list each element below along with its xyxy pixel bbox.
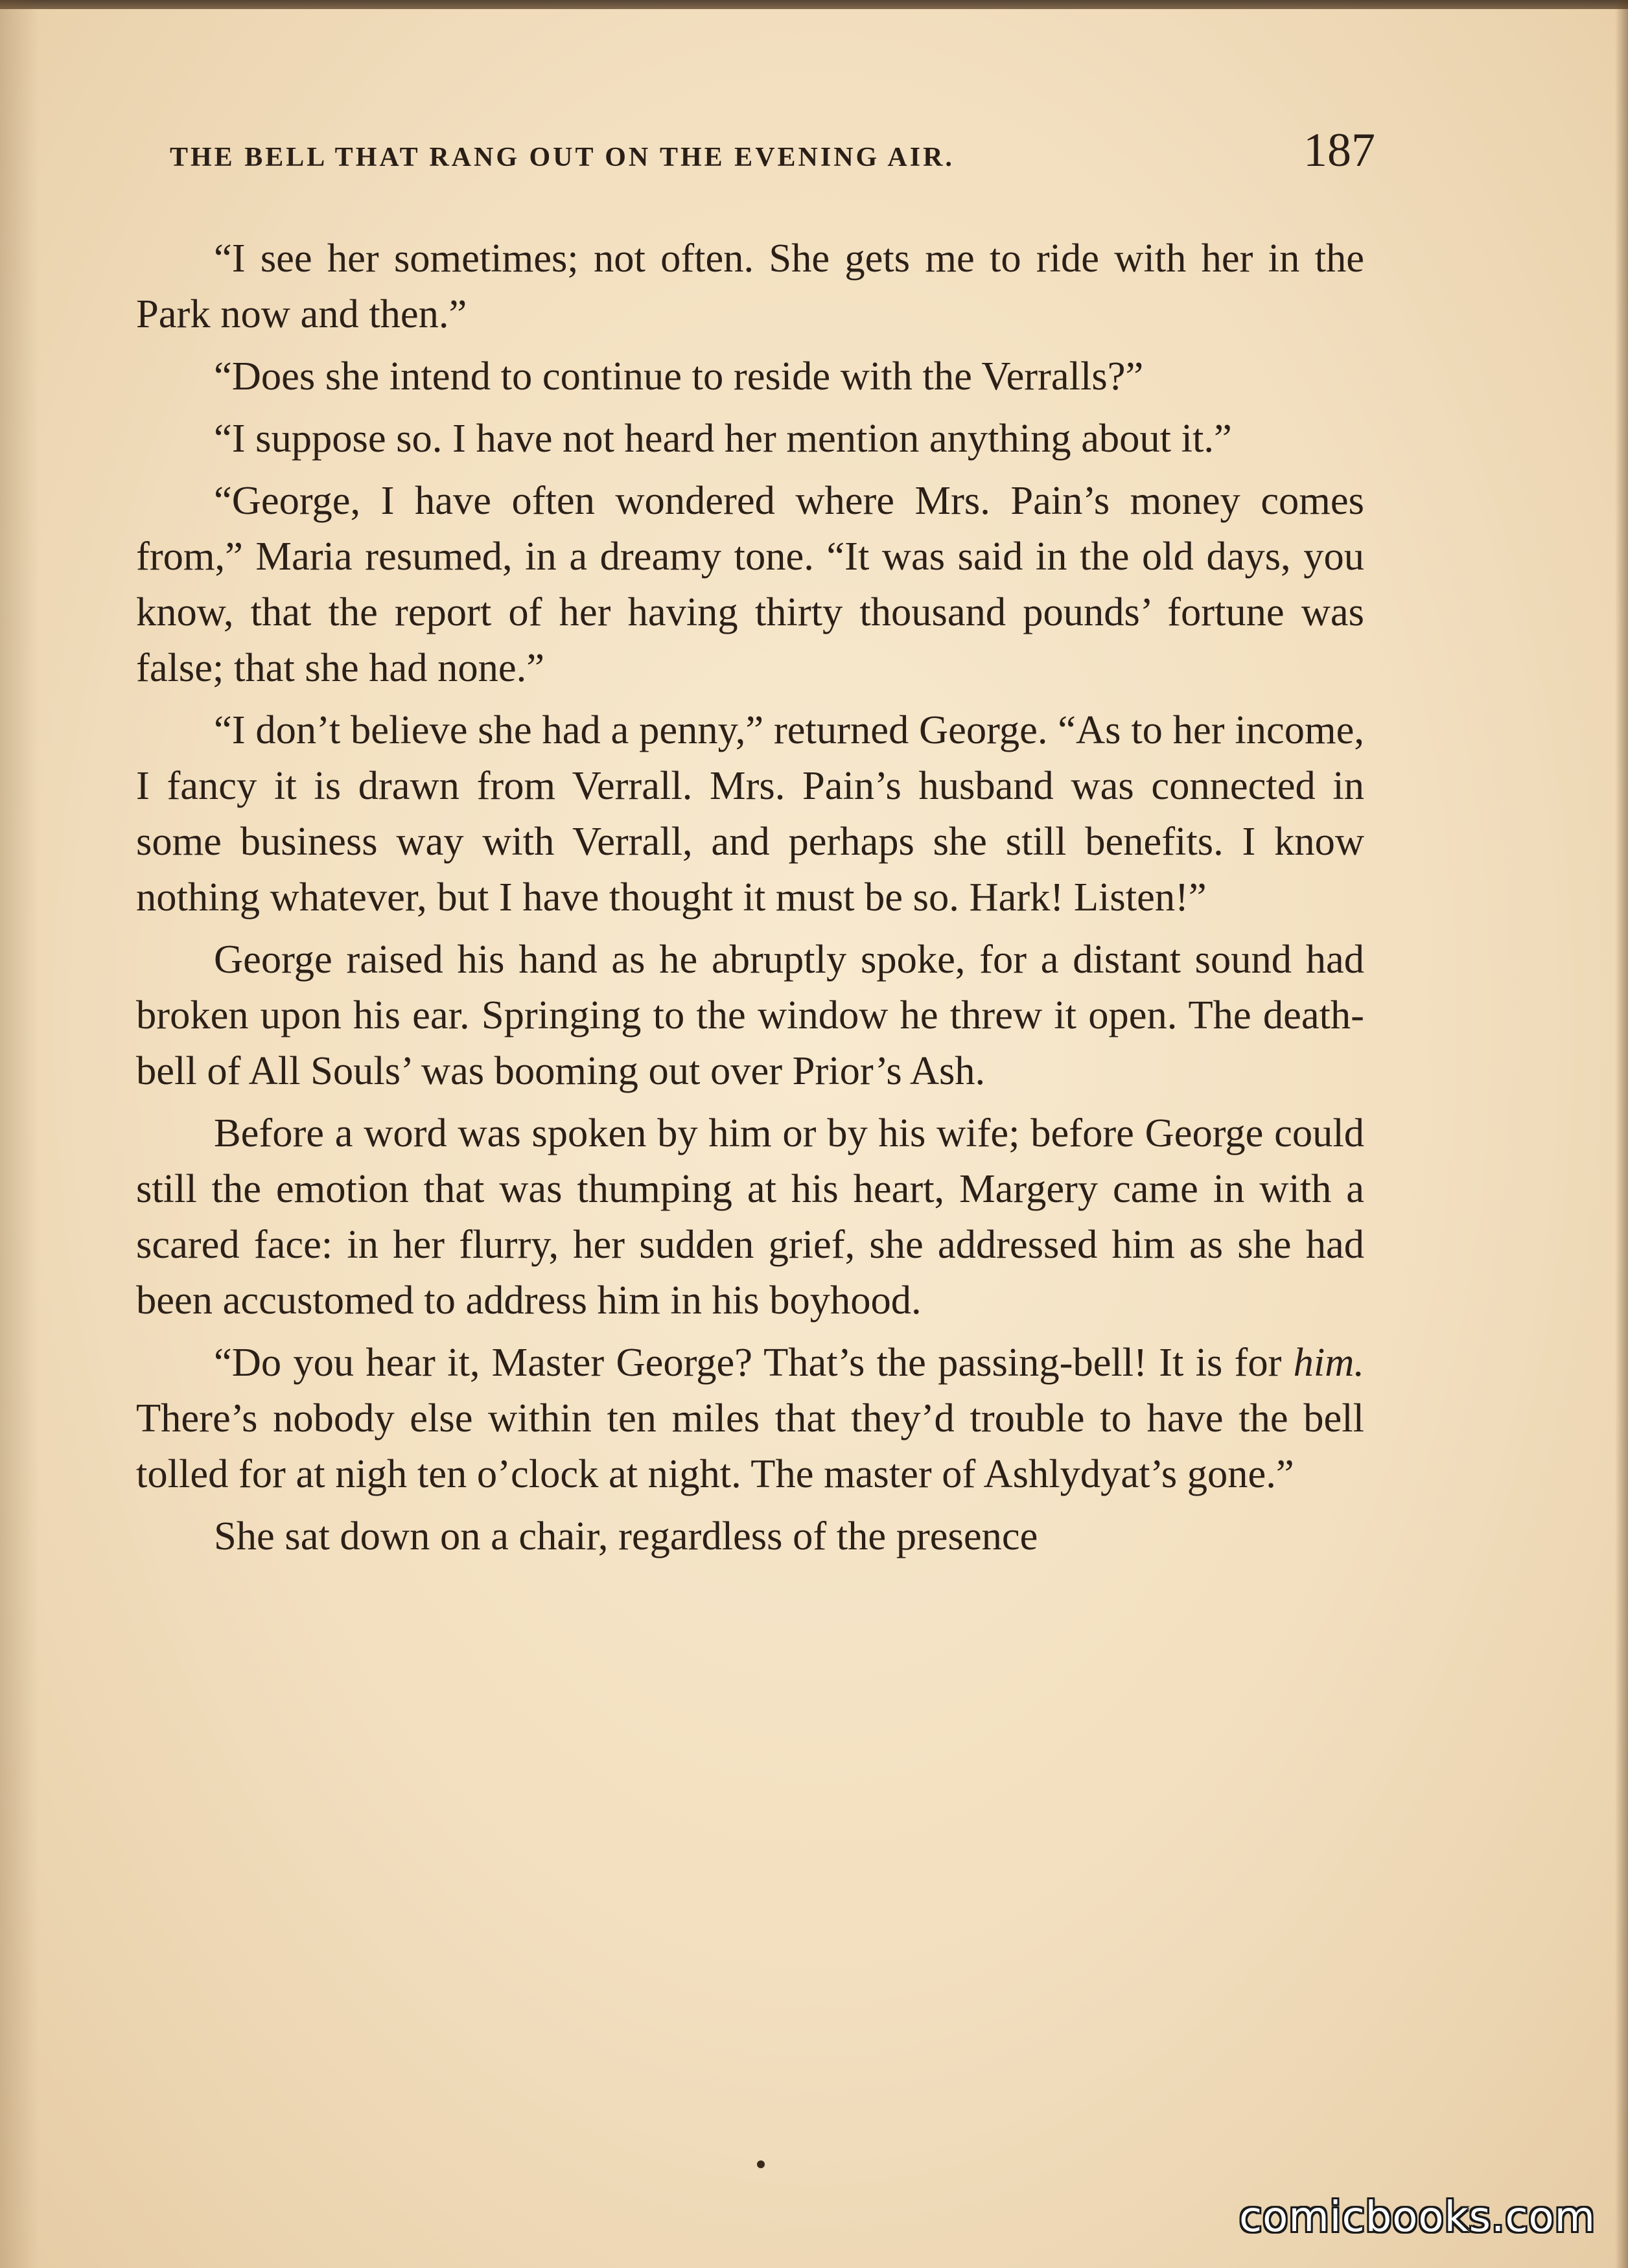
running-title: THE BELL THAT RANG OUT ON THE EVENING AIR.: [170, 143, 955, 172]
body-text: [136, 230, 1364, 1570]
gutter-shadow: [0, 0, 39, 2268]
paragraph-segment: “Do you hear it, Master George? That’s the passing-bell! It is for: [214, 1339, 1294, 1385]
paragraph: “I suppose so. I have not heard her mention anything about it.”: [214, 415, 1232, 461]
paragraph: “George, I have often wondered where Mrs. Pain’s money comes from,” Maria resumed, in a dreamy tone. “It was said in the old days, you know, that the report of her having thirty thousand pounds’ fortune was false; that she had none.”: [136, 478, 1364, 690]
paragraph-segment: There’s nobody else within ten miles that they’d trouble to have the bell tolled for at nigh ten o’clock at night. The master of Ashlydyat’s gone.”: [136, 1395, 1364, 1496]
watermark-text: comicbooks.com: [1238, 2193, 1596, 2241]
page-edge-shadow: [1615, 0, 1628, 2268]
top-edge-rule: [0, 0, 1628, 9]
paragraph: “I don’t believe she had a penny,” returned George. “As to her income, I fancy it is drawn from Verrall. Mrs. Pain’s husband was connected in some business way with Verrall, and perhaps she still benefits. I know nothing whatever, but I have thought it must be so. Hark! Listen!”: [136, 707, 1364, 920]
paragraph: George raised his hand as he abruptly spoke, for a distant sound had broken upon his ear. Springing to the window he threw it open. The death-bell of All Souls’ was booming out over Prior’s Ash.: [136, 936, 1364, 1093]
paragraph: “Does she intend to continue to reside with the Verralls?”: [214, 353, 1144, 399]
paragraph: Before a word was spoken by him or by his wife; before George could still the emotion that was thumping at his heart, Margery came in with a scared face: in her flurry, her sudden grief, she addressed him as she had been accustomed to address him in his boyhood.: [136, 1110, 1364, 1323]
print-mark-dot: [757, 2160, 765, 2168]
italic-word: him.: [1293, 1339, 1364, 1385]
paragraph-with-italic: [136, 1334, 1364, 1501]
page-number: 187: [1303, 124, 1375, 177]
paragraph: She sat down on a chair, regardless of the presence: [214, 1513, 1038, 1558]
watermark: [1207, 2188, 1596, 2247]
running-head: [170, 123, 1375, 181]
paragraph: “I see her sometimes; not often. She gets me to ride with her in the Park now and then.”: [136, 235, 1364, 336]
